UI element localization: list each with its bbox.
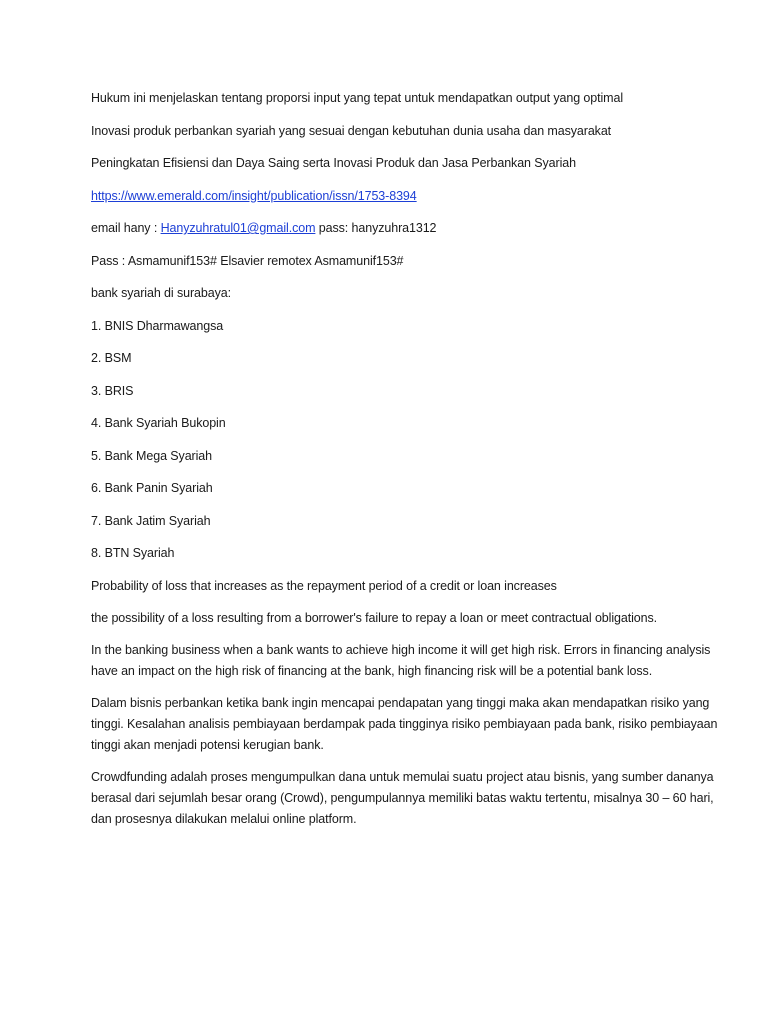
pass-line: Pass : Asmamunif153# Elsavier remotex Asmamunif153# xyxy=(91,253,404,268)
hukum-line: Hukum ini menjelaskan tentang proporsi input yang tepat untuk mendapatkan output yang optimal xyxy=(91,91,624,105)
list-title: bank syariah di surabaya: xyxy=(91,286,231,300)
emerald-link[interactable]: https://www.emerald.com/insight/publication/issn/1753-8394 xyxy=(91,188,417,203)
possibility-paragraph: the possibility of a loss resulting from a borrower's failure to repay a loan or meet contractual obligations. xyxy=(91,611,657,625)
url-line xyxy=(91,189,728,204)
list-item: 2. BSM xyxy=(91,351,132,365)
inovasi-line: Inovasi produk perbankan syariah yang sesuai dengan kebutuhan dunia usaha dan masyarakat xyxy=(91,123,612,138)
bank-list xyxy=(91,319,728,562)
probability-paragraph: Probability of loss that increases as the repayment period of a credit or loan increases xyxy=(91,578,557,593)
banking-id-paragraph: Dalam bisnis perbankan ketika bank ingin mencapai pendapatan yang tinggi maka akan mendapatkan risiko yang tinggi. Kesalahan analisis pembiayaan berdampak pada tingginya risiko pembiayaan pada bank, risiko pembiayaan tinggi akan menjadi potensi kerugian bank. xyxy=(91,696,718,752)
list-item: 7. Bank Jatim Syariah xyxy=(91,513,211,528)
list-item: 8. BTN Syariah xyxy=(91,546,175,560)
list-item: 3. BRIS xyxy=(91,383,134,398)
list-item: 6. Bank Panin Syariah xyxy=(91,481,213,495)
list-item: 5. Bank Mega Syariah xyxy=(91,448,212,463)
email-line xyxy=(91,221,728,236)
banking-en-paragraph: In the banking business when a bank wants to achieve high income it will get high risk. Errors in financing analysis have an impact on the high risk of financing at the bank, high financing risk will be a potential bank loss. xyxy=(91,643,711,678)
email-suffix: pass: hanyzuhra1312 xyxy=(315,221,437,235)
list-item: 1. BNIS Dharmawangsa xyxy=(91,318,224,333)
email-prefix: email hany : xyxy=(91,221,161,235)
email-link[interactable]: Hanyzuhratul01@gmail.com xyxy=(160,221,316,235)
list-item: 4. Bank Syariah Bukopin xyxy=(91,416,226,430)
peningkatan-line: Peningkatan Efisiensi dan Daya Saing serta Inovasi Produk dan Jasa Perbankan Syariah xyxy=(91,156,576,170)
crowdfunding-paragraph: Crowdfunding adalah proses mengumpulkan dana untuk memulai suatu project atau bisnis, yang sumber dananya berasal dari sejumlah besar orang (Crowd), pengumpulannya memiliki batas waktu tertentu, misalnya 30 – 60 hari, dan prosesnya dilakukan melalui online platform. xyxy=(91,770,714,826)
